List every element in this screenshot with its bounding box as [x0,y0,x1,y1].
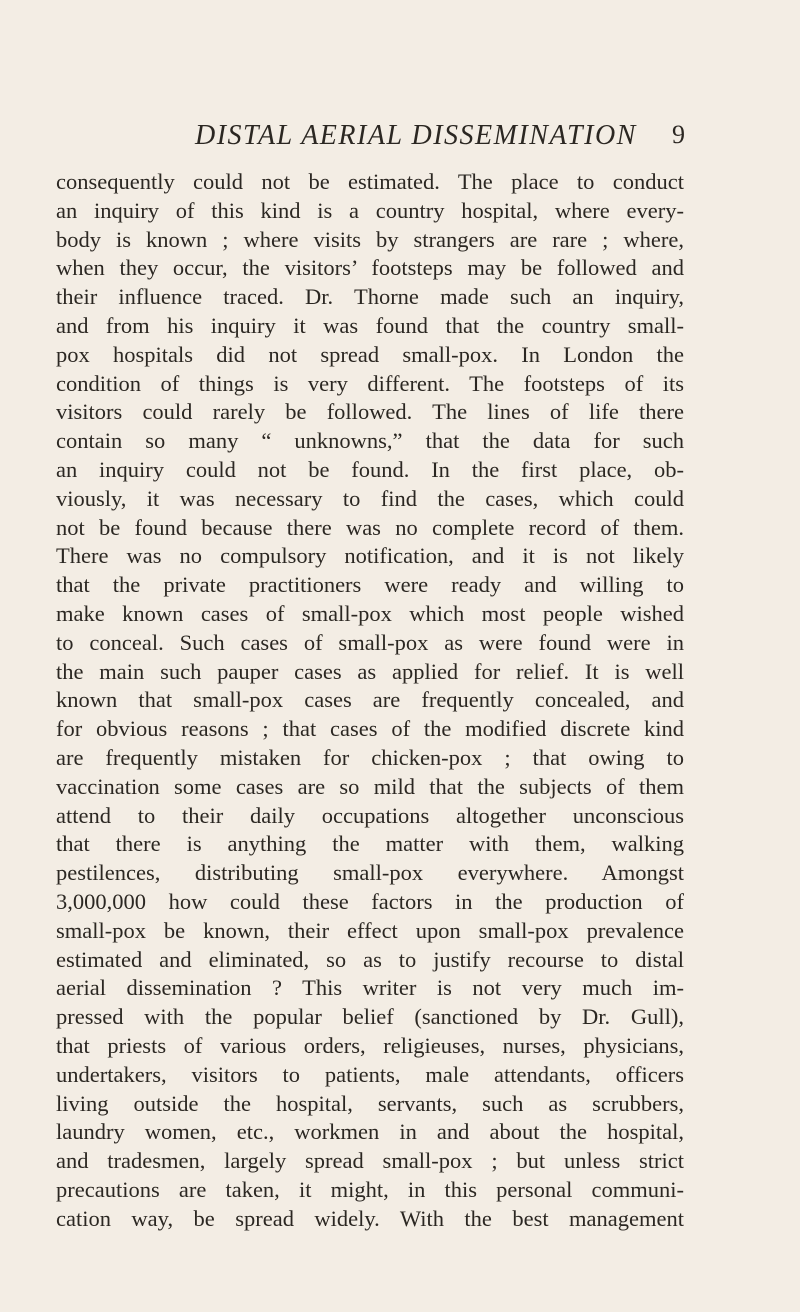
body-text [56,168,684,1233]
text-line: pressed with the popular belief (sanctioned by Dr. Gull), [56,1004,684,1030]
text-line: vaccination some cases are so mild that the subjects of them [56,773,684,799]
text-line: attend to their daily occupations altogether unconscious [56,802,684,828]
text-line: condition of things is very different. The footsteps of its [56,370,684,396]
text-line: an inquiry could not be found. In the first place, ob- [56,456,684,482]
text-line: for obvious reasons ; that cases of the modified discrete kind [56,716,684,742]
text-line: when they occur, the visitors’ footsteps may be followed and [56,255,684,281]
text-line: small-pox be known, their effect upon small-pox prevalence [56,917,684,943]
text-line: undertakers, visitors to patients, male attendants, officers [56,1061,684,1087]
text-line: contain so many “ unknowns,” that the data for such [56,428,684,454]
text-line: 3,000,000 how could these factors in the production of [56,888,684,914]
text-line: known that small-pox cases are frequently concealed, and [56,687,684,713]
text-line: their influence traced. Dr. Thorne made such an inquiry, [56,284,684,310]
text-line: make known cases of small-pox which most people wished [56,600,684,626]
text-line: cation way, be spread widely. With the best management [56,1205,684,1231]
text-line: and tradesmen, largely spread small-pox ; but unless strict [56,1148,684,1174]
page-number: 9 [672,120,685,149]
text-line: the main such pauper cases as applied for relief. It is well [56,658,684,684]
text-line: visitors could rarely be followed. The lines of life there [56,399,684,425]
text-line: pox hospitals did not spread small-pox. In London the [56,341,684,367]
text-line: aerial dissemination ? This writer is not very much im- [56,975,684,1001]
text-line: pestilences, distributing small-pox everywhere. Amongst [56,860,684,886]
running-title: DISTAL AERIAL DISSEMINATION [195,120,637,151]
text-line: body is known ; where visits by strangers are rare ; where, [56,226,684,252]
text-line: estimated and eliminated, so as to justify recourse to distal [56,946,684,972]
text-line: laundry women, etc., workmen in and about the hospital, [56,1119,684,1145]
page-header [195,120,685,160]
text-line: consequently could not be estimated. The place to conduct [56,169,684,194]
text-line: precautions are taken, it might, in this personal communi- [56,1176,684,1202]
text-line: viously, it was necessary to find the cases, which could [56,485,684,511]
text-line: that priests of various orders, religieuses, nurses, physicians, [56,1032,684,1058]
text-line: There was no compulsory notification, and it is not likely [56,543,684,569]
text-line: that the private practitioners were ready and willing to [56,572,684,598]
text-line: to conceal. Such cases of small-pox as were found were in [56,629,684,655]
text-line: not be found because there was no complete record of them. [56,514,684,540]
text-line: that there is anything the matter with them, walking [56,831,684,857]
text-line: are frequently mistaken for chicken-pox ; that owing to [56,744,684,770]
text-line: an inquiry of this kind is a country hospital, where every- [56,197,684,223]
text-line: and from his inquiry it was found that the country small- [56,312,684,338]
text-line: living outside the hospital, servants, such as scrubbers, [56,1090,684,1116]
